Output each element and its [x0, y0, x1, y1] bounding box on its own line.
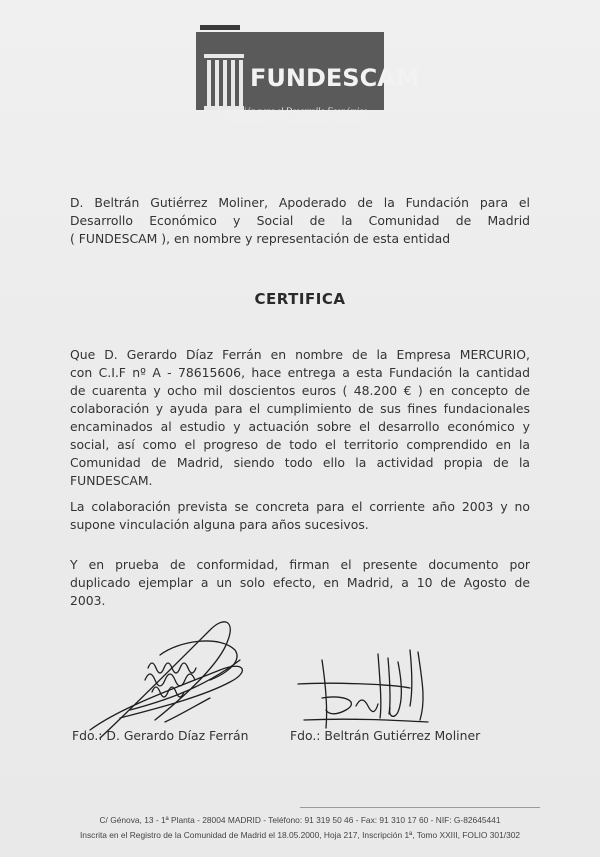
body-line: duplicado ejemplar a un solo efecto, en Madrid, a 10 de Agosto de [70, 575, 530, 590]
left-signature [90, 622, 242, 738]
logo-name: FUNDESCAM [250, 64, 420, 92]
right-signature [298, 650, 428, 728]
intro-line: D. Beltrán Gutiérrez Moliner, Apoderado de la Fundación para el [70, 195, 530, 210]
columns-icon [206, 54, 242, 112]
body-line: Y en prueba de conformidad, firman el presente documento por [70, 557, 530, 572]
collaboration-paragraph [70, 498, 530, 534]
certification-paragraph [70, 346, 530, 490]
logo-subtitle [202, 106, 382, 126]
intro-line: ( FUNDESCAM ), en nombre y representación de esta entidad [70, 231, 451, 246]
body-line: encaminados al estudio y actuación sobre el desarrollo económico y [70, 419, 530, 434]
logo-subtitle-line-2: y Social de la Comunidad de Madrid [225, 116, 359, 126]
body-line: 2003. [70, 593, 106, 608]
intro-line: Desarrollo Económico y Social de la Comunidad de Madrid [70, 213, 530, 228]
footer-registry: Inscrita en el Registro de la Comunidad de Madrid el 18.05.2000, Hoja 217, Inscripción 1ª, Tomo XXIII, FOLIO 301/302 [79, 830, 521, 840]
certifica-heading: CERTIFICA [254, 290, 346, 308]
body-line: de cuarenta y ocho mil doscientos euros ( 48.200 € ) en concepto de [70, 383, 530, 398]
logo-top-bar [200, 25, 240, 30]
body-line: FUNDESCAM. [70, 473, 153, 488]
body-line: Comunidad de Madrid, siendo todo ello la actividad propia de la [70, 455, 530, 470]
body-line: La colaboración prevista se concreta para el corriente año 2003 y no [70, 499, 530, 514]
logo-block [196, 32, 420, 126]
fundescam-logo [196, 20, 420, 126]
body-line: con C.I.F nº A - 78615606, hace entrega a esta Fundación la cantidad [70, 365, 530, 380]
body-line: Que D. Gerardo Díaz Ferrán en nombre de la Empresa MERCURIO, [70, 347, 530, 362]
body-line: colaboración y ayuda para el cumplimiento de sus fines fundacionales [70, 401, 530, 416]
logo-subtitle-line-1: Fundación para el Desarrollo Económico [216, 106, 368, 116]
intro-paragraph [70, 194, 530, 248]
body-line: supone vinculación alguna para años sucesivos. [70, 517, 369, 532]
signature-label-right: Fdo.: Beltrán Gutiérrez Moliner [290, 728, 481, 743]
footer-divider [300, 807, 540, 808]
conformity-paragraph [70, 556, 530, 610]
body-line: social, así como el progreso de todo el territorio comprendido en la [70, 437, 530, 452]
footer-address: C/ Génova, 13 - 1ª Planta - 28004 MADRID - Teléfono: 91 319 50 46 - Fax: 91 310 17 60 - NIF: G-82645441 [99, 815, 501, 825]
signature-label-left: Fdo.: D. Gerardo Díaz Ferrán [72, 728, 249, 743]
